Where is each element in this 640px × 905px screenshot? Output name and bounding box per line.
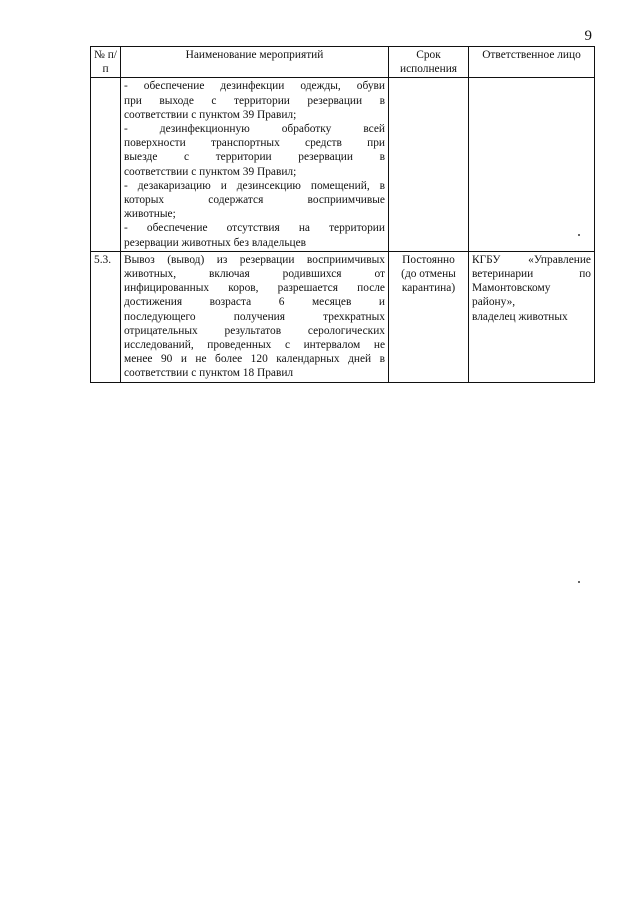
cell-num: 5.3.	[91, 251, 121, 382]
header-term: Срок исполнения	[389, 47, 469, 78]
cell-responsible	[469, 251, 595, 382]
text-line: КГБУ «Управление	[472, 253, 591, 266]
scan-speck	[578, 581, 580, 583]
header-num: № п/п	[91, 47, 121, 78]
text-line: - дезинфекционную обработку всей	[124, 123, 385, 136]
text-line: соответствии с пунктом 18 Правил	[124, 367, 294, 380]
cell-name	[121, 78, 389, 251]
text-line: Постоянно	[402, 253, 455, 266]
text-line: последующего получения трехкратных	[124, 310, 385, 323]
text-line: животных, включая родившихся от	[124, 268, 385, 281]
text-line: инфицированных коров, разрешается после	[124, 282, 385, 295]
text-line: выезде с территории резервации в	[124, 151, 385, 164]
text-line: резервации животных без владельцев	[124, 236, 307, 249]
text-line: карантина)	[401, 282, 456, 295]
table-row-continuation	[91, 78, 595, 251]
cell-term	[389, 78, 469, 251]
table-header-row	[91, 47, 595, 78]
text-line: соответствии с пунктом 39 Правил;	[124, 165, 297, 178]
text-line: - обеспечение дезинфекции одежды, обуви	[124, 80, 385, 93]
table-row-5-3	[91, 251, 595, 382]
cell-responsible	[469, 78, 595, 251]
scan-speck	[578, 234, 580, 236]
text-line: Вывоз (вывод) из резервации восприимчивых	[124, 253, 385, 266]
header-responsible: Ответственное лицо	[469, 47, 595, 78]
text-line: соответствии с пунктом 39 Правил;	[124, 108, 297, 121]
header-name: Наименование мероприятий	[121, 47, 389, 78]
cell-num	[91, 78, 121, 251]
text-line: отрицательных результатов серологических	[124, 324, 385, 337]
text-line: (до отмены	[401, 268, 456, 281]
measures-table	[90, 46, 595, 383]
cell-name	[121, 251, 389, 382]
text-line: менее 90 и не более 120 календарных дней в	[124, 353, 385, 366]
text-line: при выходе с территории резервации в	[124, 94, 385, 107]
text-line: достижения возраста 6 месяцев и	[124, 296, 385, 309]
text-line: владелец животных	[472, 310, 568, 323]
text-line: району»,	[472, 296, 516, 309]
text-line: исследований, проведенных с интервалом не	[124, 339, 385, 352]
text-line: поверхности транспортных средств при	[124, 137, 385, 150]
page-number: 9	[584, 28, 592, 44]
text-line: которых содержатся восприимчивые	[124, 194, 385, 207]
text-line: - обеспечение отсутствия на территории	[124, 222, 385, 235]
cell-term	[389, 251, 469, 382]
text-line: животные;	[124, 208, 176, 221]
text-line: Мамонтовскому	[472, 282, 551, 295]
text-line: ветеринарии по	[472, 268, 591, 281]
text-line: - дезакаризацию и дезинсекцию помещений, в	[124, 179, 385, 192]
